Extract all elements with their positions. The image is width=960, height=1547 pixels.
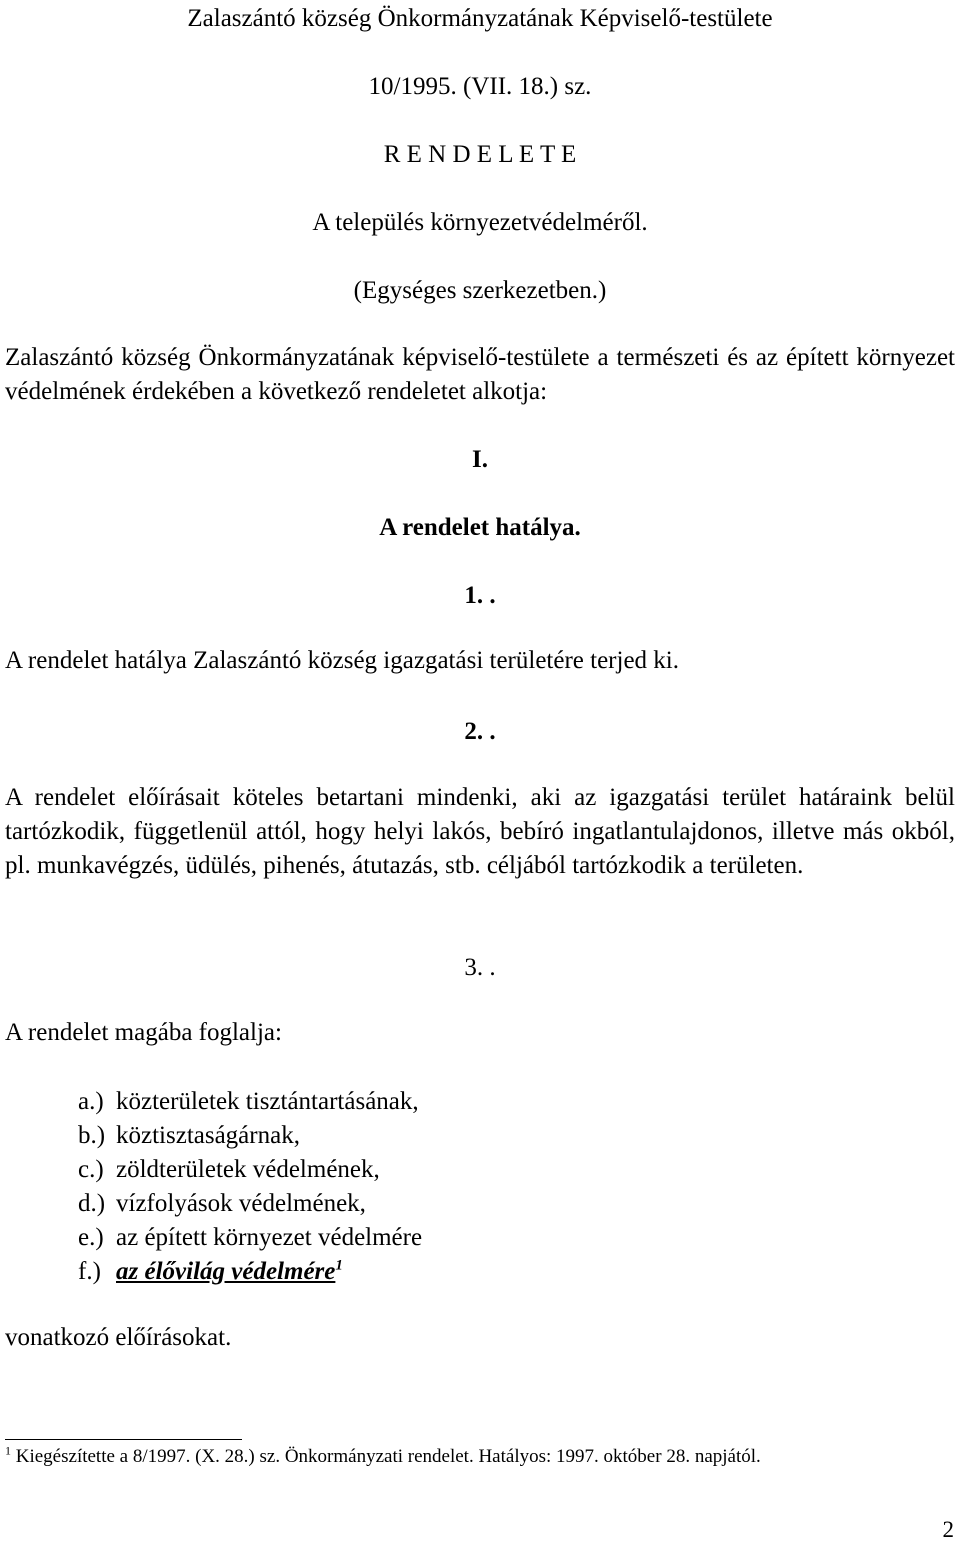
list-item-label: b.) (78, 1122, 106, 1149)
list-item (78, 1255, 678, 1289)
list-item-label: e.) (78, 1224, 104, 1251)
footnote (5, 1444, 761, 1470)
authority-heading: Zalaszántó község Önkormányzatának Képviselő-testülete (187, 5, 773, 32)
list-item-text: az épített környezet védelmére (116, 1224, 423, 1251)
footnote-reference: 1 (335, 1257, 343, 1274)
list-item-label: f.) (78, 1258, 101, 1285)
list-item-label: a.) (78, 1088, 104, 1115)
list-item-text: zöldterületek védelmének, (116, 1156, 380, 1183)
consolidated-note: (Egységes szerkezetben.) (353, 277, 607, 304)
regulation-number: 10/1995. (VII. 18.) sz. (368, 73, 592, 100)
list-item (78, 1187, 678, 1221)
section-2-text: A rendelet előírásait köteles betartani mindenki, aki az igazgatási terület határaink belül tartózkodik, függetlenül attól, hogy helyi lakós, bebíró ingatlantulajdonos, illetve más okból, pl. munkavégzés, üdülés, pihenés, átutazás, stb. céljából tartózkodik a területen. (5, 784, 955, 879)
preamble-paragraph: Zalaszántó község Önkormányzatának képviselő-testülete a természeti és az épített környezet védelmének érdekében a következő rendeletet alkotja: (5, 344, 955, 405)
list-item-text: vízfolyások védelmének, (116, 1190, 366, 1217)
footnote-separator (5, 1439, 242, 1440)
section-3-closing: vonatkozó előírásokat. (5, 1324, 232, 1351)
list-item (78, 1119, 678, 1153)
list-item (78, 1153, 678, 1187)
list-item-label: d.) (78, 1190, 106, 1217)
section-3-list (78, 1085, 678, 1289)
list-item-text: közterületek tisztántartásának, (116, 1088, 419, 1115)
document-subject: A település környezetvédelméről. (312, 209, 648, 236)
section-3-number: 3. . (464, 954, 496, 981)
list-item-label: c.) (78, 1156, 104, 1183)
list-item-text-amended: az élővilág védelmére (116, 1258, 336, 1285)
page-number: 2 (942, 1517, 954, 1542)
chapter-number: I. (472, 446, 488, 473)
section-2-number: 2. . (464, 718, 496, 745)
section-1-number: 1. . (464, 582, 496, 609)
document-type-heading: R E N D E L E T E (383, 141, 577, 168)
list-item (78, 1085, 678, 1119)
chapter-title: A rendelet hatálya. (379, 514, 581, 541)
list-item-text: köztisztaságárnak, (116, 1122, 300, 1149)
section-3-intro: A rendelet magába foglalja: (5, 1019, 282, 1046)
footnote-marker: 1 (5, 1443, 11, 1458)
footnote-text: Kiegészítette a 8/1997. (X. 28.) sz. Önkormányzati rendelet. Hatályos: 1997. október 28. napjától. (15, 1446, 761, 1467)
list-item (78, 1221, 678, 1255)
section-1-text: A rendelet hatálya Zalaszántó község igazgatási területére terjed ki. (5, 647, 679, 674)
